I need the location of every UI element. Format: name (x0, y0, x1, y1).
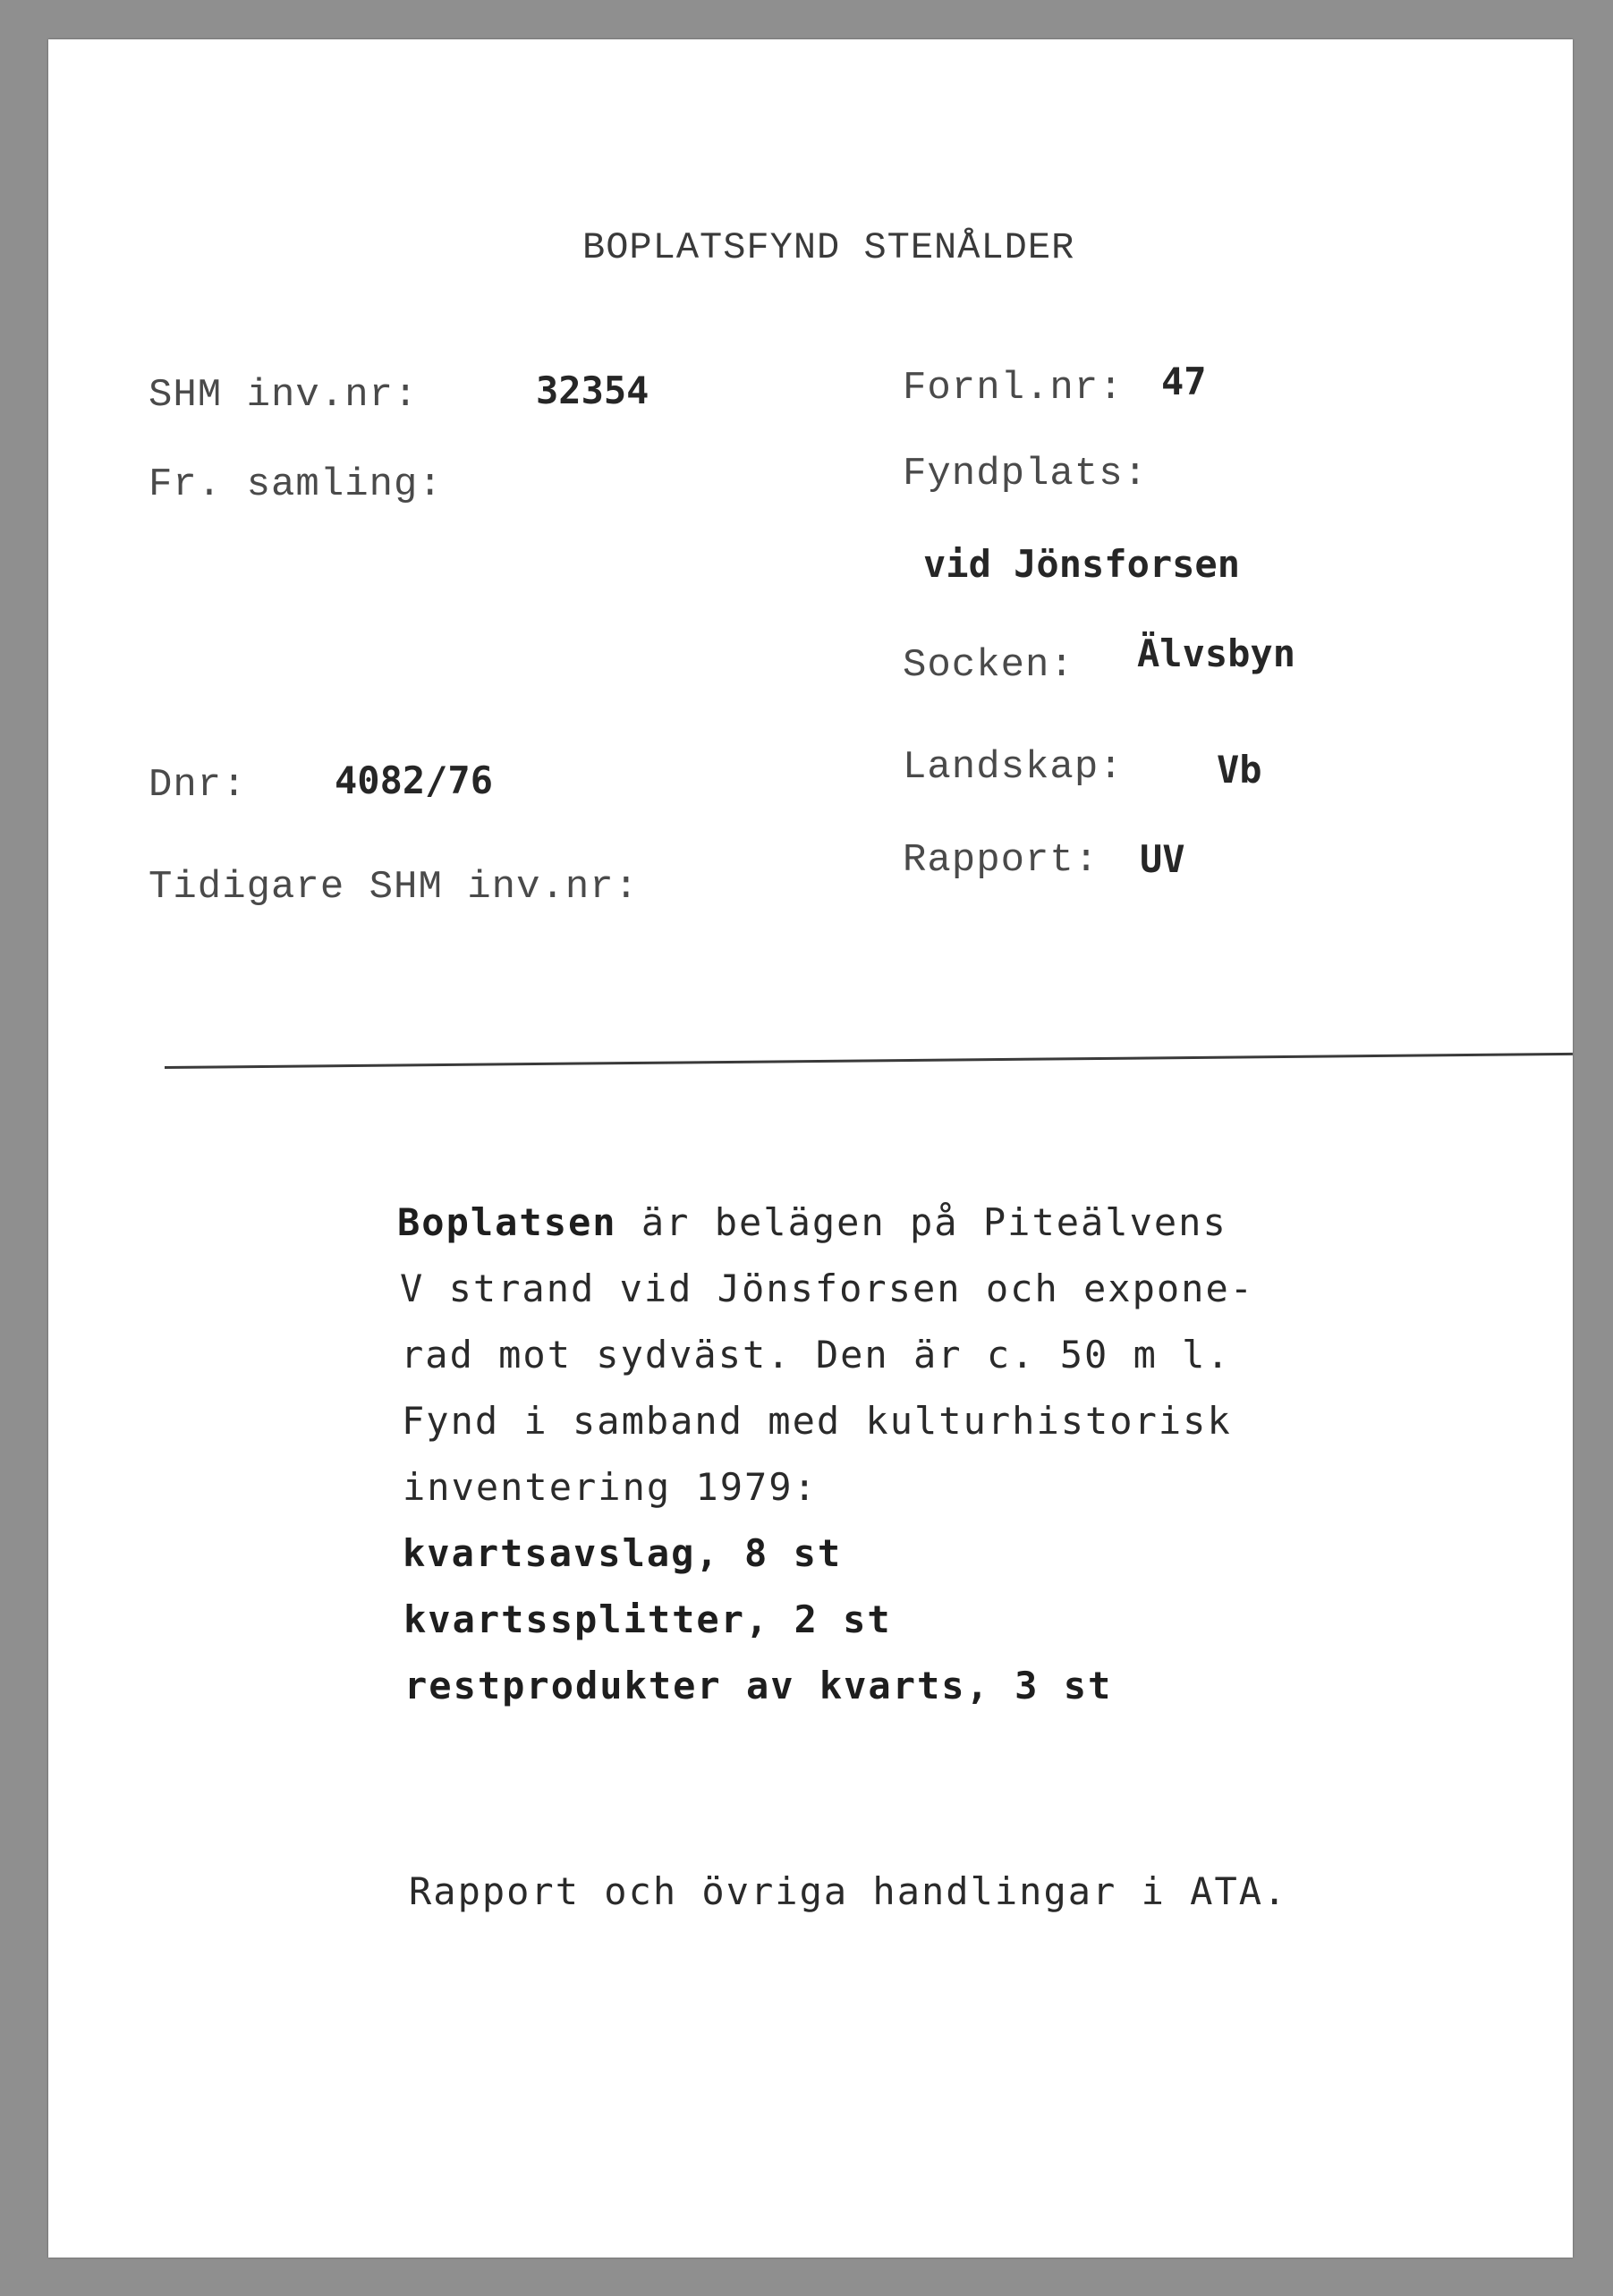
dnr-value: 4082/76 (335, 758, 494, 802)
description-line-4: Fynd i samband med kulturhistorisk (402, 1399, 1232, 1443)
fyndplats-value: vid Jönsforsen (923, 542, 1241, 586)
catalog-card (48, 39, 1573, 2258)
fr-samling-label: Fr. samling: (149, 462, 443, 507)
rapport-value: UV (1140, 837, 1185, 881)
shm-inv-label: SHM inv.nr: (149, 373, 419, 418)
landskap-label: Landskap: (903, 745, 1124, 790)
socken-label: Socken: (903, 643, 1074, 688)
fyndplats-label: Fyndplats: (903, 452, 1149, 496)
rapport-label: Rapport: (903, 838, 1099, 883)
divider-line (165, 1053, 1573, 1069)
shm-inv-value: 32354 (536, 369, 649, 412)
landskap-value: Vb (1217, 748, 1262, 792)
socken-value: Älvsbyn (1137, 631, 1296, 675)
description-line-3: rad mot sydväst. Den är c. 50 m l. (401, 1333, 1231, 1377)
dnr-label: Dnr: (149, 763, 247, 808)
description-line-1 (397, 1200, 1227, 1244)
footer-note: Rapport och övriga handlingar i ATA. (409, 1869, 1288, 1913)
description-line-1-rest: är belägen på Piteälvens (641, 1200, 1227, 1244)
find-item: kvartssplitter, 2 st (403, 1597, 892, 1641)
fornl-value: 47 (1161, 360, 1207, 403)
tidigare-shm-label: Tidigare SHM inv.nr: (149, 865, 640, 910)
description-line-2: V strand vid Jönsforsen och expone- (400, 1267, 1255, 1310)
find-item: kvartsavslag, 8 st (403, 1531, 843, 1575)
card-title: BOPLATSFYND STENÅLDER (582, 226, 1075, 269)
description-line-5: inventering 1979: (403, 1465, 818, 1509)
description-lead-word: Boplatsen (397, 1200, 617, 1244)
find-item: restprodukter av kvarts, 3 st (404, 1664, 1113, 1707)
fornl-label: Fornl.nr: (903, 366, 1124, 411)
